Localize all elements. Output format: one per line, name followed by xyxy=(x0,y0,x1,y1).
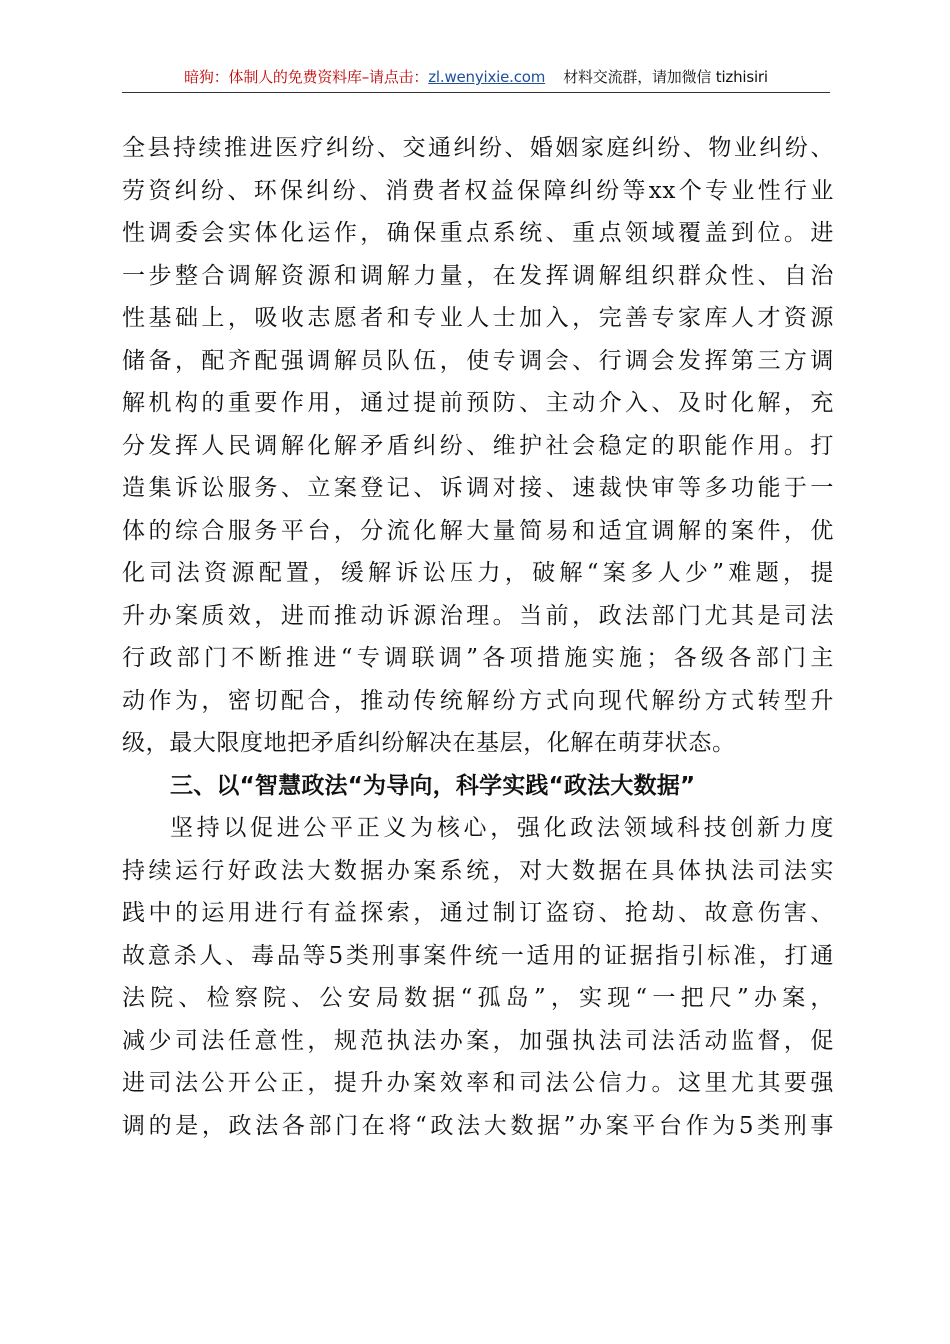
text-line: 行政部门不断推进“专调联调”各项措施实施；各级各部门主 xyxy=(122,645,834,671)
text-line: 性基础上，吸收志愿者和专业人士加入，完善专家库人才资源 xyxy=(122,305,834,331)
text-line: 劳资纠纷、环保纠纷、消费者权益保障纠纷等xx个专业性行业 xyxy=(122,177,834,204)
text-line: 故意杀人、毒品等5类刑事案件统一适用的证据指引标准，打通 xyxy=(122,942,834,969)
text-line: 性调委会实体化运作，确保重点系统、重点领域覆盖到位。进 xyxy=(122,220,834,246)
section-heading: 三、以“智慧政法“为导向，科学实践“政法大数据” xyxy=(170,772,696,799)
text-line: 进司法公开公正，提升办案效率和司法公信力。这里尤其要强 xyxy=(122,1070,834,1096)
text-line: 减少司法任意性，规范执法办案，加强执法司法活动监督，促 xyxy=(122,1027,834,1054)
text-line: 动作为，密切配合，推动传统解纷方式向现代解纷方式转型升 xyxy=(122,687,834,714)
paragraph-mediation xyxy=(122,127,834,765)
header-click-prompt: –请点击： xyxy=(361,68,429,86)
header-link[interactable]: zl.wenyixie.com xyxy=(428,68,546,86)
text-line: 体的综合服务平台，分流化解大量简易和适宜调解的案件，优 xyxy=(122,517,834,544)
text-line: 一步整合调解资源和调解力量，在发挥调解组织群众性、自治 xyxy=(122,262,834,289)
text-line: 全县持续推进医疗纠纷、交通纠纷、婚姻家庭纠纷、物业纠纷、 xyxy=(122,135,834,161)
paragraph-big-data xyxy=(122,807,834,1147)
header-group-text: 材料交流群，请加微信 tizhisiri xyxy=(563,68,768,86)
text-line: 分发挥人民调解化解矛盾纠纷、维护社会稳定的职能作用。打 xyxy=(122,432,834,459)
text-line: 持续运行好政法大数据办案系统，对大数据在具体执法司法实 xyxy=(122,857,834,884)
text-line: 储备，配齐配强调解员队伍，使专调会、行调会发挥第三方调 xyxy=(122,347,834,374)
text-line: 践中的运用进行有益探索，通过制订盗窃、抢劫、故意伤害、 xyxy=(122,900,834,926)
page-header xyxy=(122,62,830,93)
text-line: 坚持以促进公平正义为核心，强化政法领域科技创新力度 xyxy=(170,815,834,841)
text-line: 化司法资源配置，缓解诉讼压力，破解“案多人少”难题，提 xyxy=(122,560,834,586)
text-line: 解机构的重要作用，通过提前预防、主动介入、及时化解，充 xyxy=(122,390,834,416)
text-line: 法院、检察院、公安局数据“孤岛”，实现“一把尺”办案， xyxy=(122,985,834,1011)
text-line: 级，最大限度地把矛盾纠纷解决在基层，化解在萌芽状态。 xyxy=(122,730,736,756)
text-line: 造集诉讼服务、立案登记、诉调对接、速裁快审等多功能于一 xyxy=(122,475,834,501)
text-line: 升办案质效，进而推动诉源治理。当前，政法部门尤其是司法 xyxy=(122,602,834,629)
header-brand: 暗狗：体制人的免费资料库 xyxy=(184,68,362,86)
text-line: 调的是，政法各部门在将“政法大数据”办案平台作为5类刑事 xyxy=(122,1112,834,1139)
document-body xyxy=(122,127,834,1147)
